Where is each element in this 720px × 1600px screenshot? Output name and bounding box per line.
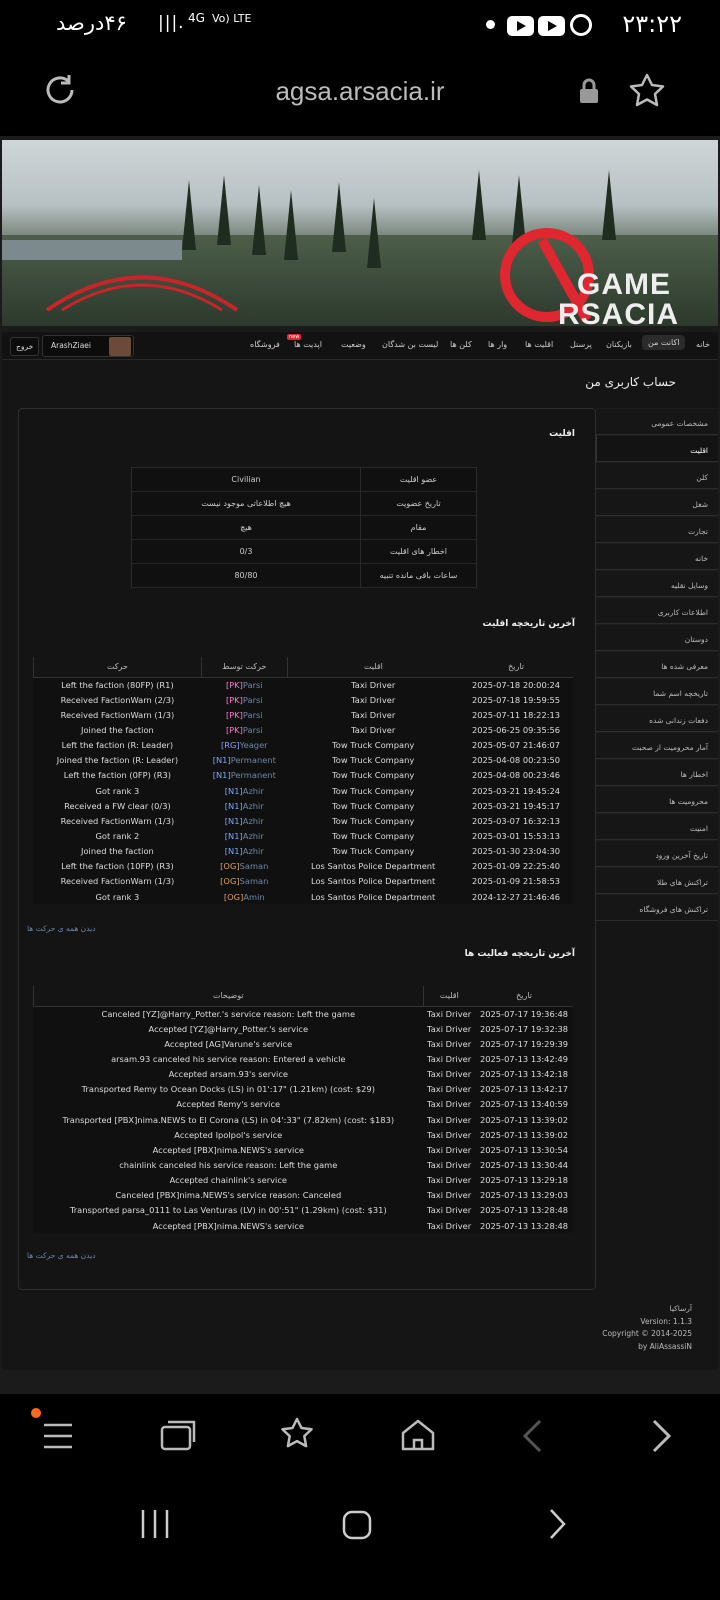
signal-icon: |||. — [158, 13, 185, 33]
nav-updates[interactable]: اپدیت ها — [294, 340, 322, 349]
history-action: Left the faction (0FP) (R3) — [63, 770, 172, 781]
faction-info-row — [132, 540, 477, 564]
browser-toolbar — [0, 1394, 720, 1600]
activity-date: 2025-07-13 13:39:02 — [479, 1129, 569, 1140]
activity-faction: Taxi Driver — [427, 1220, 472, 1231]
table-row — [34, 722, 574, 737]
faction-heading: اقلیت — [549, 429, 575, 439]
activity-description: Canceled [YZ]@Harry_Potter.'s service reason: Left the game — [101, 1008, 356, 1019]
player-name-link[interactable]: Permanent — [230, 770, 276, 781]
faction-info-row — [132, 492, 477, 516]
bookmark-star-icon[interactable] — [628, 72, 666, 110]
history-by — [201, 768, 287, 783]
history-faction: Tow Truck Company — [332, 770, 415, 781]
table-row — [34, 1142, 574, 1157]
history-by — [201, 677, 287, 692]
faction-info-row — [132, 468, 477, 492]
activity-faction: Taxi Driver — [427, 1190, 472, 1201]
activity-date: 2025-07-13 13:40:59 — [479, 1099, 569, 1110]
player-tag: [PK] — [225, 694, 243, 705]
activity-description: Accepted [PBX]nima.NEWS's service — [152, 1144, 304, 1155]
history-action: Joined the faction (R: Leader) — [56, 755, 179, 766]
table-row — [34, 677, 574, 692]
history-faction: Taxi Driver — [351, 694, 396, 705]
recent-apps-icon[interactable] — [140, 1508, 170, 1540]
sidebar-item[interactable]: دفعات زندانی شده — [596, 705, 718, 732]
clock: ۲۳:۲۲ — [622, 10, 682, 38]
activity-description: Transported Remy to Ocean Docks (LS) in 01':17" (1.21km) (cost: $29) — [81, 1084, 375, 1095]
sidebar-item[interactable]: مشخصات عمومی — [596, 408, 718, 435]
activity-date: 2025-07-13 13:39:02 — [479, 1114, 569, 1125]
col-action: حرکت — [34, 657, 202, 677]
activity-faction: Taxi Driver — [427, 1129, 472, 1140]
col-activity-date: تاریخ — [475, 986, 573, 1006]
activity-description: Accepted arsam.93's service — [168, 1069, 289, 1080]
player-name-link[interactable]: Azhir — [242, 815, 264, 826]
player-tag: [RG] — [220, 740, 240, 751]
tree — [217, 175, 231, 245]
table-row — [34, 1051, 574, 1066]
footer-copyright: Copyright © 2014-2025 — [602, 1329, 692, 1338]
player-name-link[interactable]: Parsi — [242, 709, 263, 720]
activity-description: Accepted Remy's service — [176, 1099, 281, 1110]
web-page — [0, 136, 720, 1394]
sidebar-item[interactable]: تاریخ آخرین ورود — [596, 840, 718, 867]
col-description: توضیحات — [34, 986, 424, 1006]
browser-address-bar — [0, 52, 720, 136]
col-by: حرکت توسط — [201, 657, 287, 677]
player-name-link[interactable]: Amin — [243, 891, 265, 902]
activity-date: 2025-07-13 13:29:03 — [479, 1190, 569, 1201]
col-faction: اقلیت — [287, 657, 459, 677]
activity-date: 2025-07-13 13:29:18 — [479, 1175, 569, 1186]
history-faction: Tow Truck Company — [332, 740, 415, 751]
volte-icon: Vo) LTE — [212, 12, 252, 25]
history-faction: Tow Truck Company — [332, 846, 415, 857]
table-row — [34, 692, 574, 707]
activity-description: Accepted Ipolpol's service — [174, 1129, 283, 1140]
activity-date: 2025-07-13 13:42:17 — [479, 1084, 569, 1095]
site-nav — [2, 332, 718, 360]
player-name-link[interactable]: Parsi — [242, 724, 263, 735]
activity-date: 2025-07-13 13:42:49 — [479, 1053, 569, 1064]
tree — [472, 170, 486, 240]
player-tag: [N1] — [212, 770, 231, 781]
history-faction: Tow Truck Company — [332, 800, 415, 811]
faction-info-row — [132, 564, 477, 588]
faction-info-label: تاریخ عضویت — [361, 492, 477, 516]
faction-info-label: عضو اقلیت — [361, 468, 477, 492]
header-banner — [2, 140, 718, 326]
content-area — [2, 360, 718, 1370]
table-row — [34, 1097, 574, 1112]
table-row — [34, 1188, 574, 1203]
home-icon[interactable] — [400, 1418, 436, 1452]
account-sidebar — [596, 408, 718, 921]
nav-staff[interactable]: پرسنل — [570, 340, 592, 349]
activity-description: chainlink canceled his service reason: Left the game — [119, 1159, 338, 1170]
table-row — [34, 1036, 574, 1051]
back-icon[interactable] — [520, 1418, 544, 1454]
tree — [602, 170, 616, 240]
history-date: 2025-07-11 18:22:13 — [471, 709, 561, 720]
table-row — [34, 1112, 574, 1127]
faction-info-value: 0/3 — [132, 540, 361, 564]
activity-description: Canceled [PBX]nima.NEWS's service reason: Canceled — [115, 1190, 342, 1201]
history-action: Joined the faction — [81, 724, 154, 735]
history-faction: Los Santos Police Department — [311, 891, 436, 902]
faction-info-row — [132, 516, 477, 540]
table-row — [34, 1203, 574, 1218]
sidebar-item[interactable]: امنیت — [596, 813, 718, 840]
see-all-faction-history-link[interactable]: دیدن همه ی حرکت ها — [27, 924, 96, 933]
history-date: 2025-07-18 19:59:55 — [471, 694, 561, 705]
url-field[interactable]: agsa.arsacia.ir — [275, 76, 445, 106]
activity-faction: Taxi Driver — [427, 1159, 472, 1170]
faction-info-value: هیچ اطلاعاتی موجود نیست — [132, 492, 361, 516]
activity-date: 2025-07-13 13:28:48 — [479, 1205, 569, 1216]
sidebar-item[interactable]: کلن — [596, 462, 718, 489]
back-button-icon[interactable] — [548, 1508, 566, 1540]
activity-faction: Taxi Driver — [427, 1084, 472, 1095]
history-by — [201, 738, 287, 753]
player-tag: [N1] — [224, 846, 243, 857]
faction-info-label: مقام — [361, 516, 477, 540]
activity-date: 2025-07-13 13:30:44 — [479, 1159, 569, 1170]
player-tag: [N1] — [212, 755, 231, 766]
avatar — [109, 337, 131, 356]
history-by — [201, 844, 287, 859]
tree — [332, 182, 346, 252]
nav-wars[interactable]: وار ها — [488, 340, 508, 349]
notification-dot-icon — [486, 20, 495, 29]
history-action: Received FactionWarn (1/3) — [60, 876, 175, 887]
faction-info-value: 80/80 — [132, 564, 361, 588]
history-by — [201, 798, 287, 813]
forward-icon[interactable] — [650, 1418, 674, 1454]
sidebar-item[interactable]: محرومیت ها — [596, 786, 718, 813]
nav-ban-list[interactable]: لیست بن شدگان — [382, 340, 439, 349]
nav-shop[interactable]: فروشگاه — [250, 340, 280, 349]
sidebar-item[interactable]: وسایل نقلیه — [596, 570, 718, 597]
history-date: 2025-03-21 19:45:24 — [471, 785, 561, 796]
tree — [367, 198, 381, 268]
nav-status[interactable]: وضعیت — [341, 340, 366, 349]
nav-my-account[interactable]: اکانت من — [642, 335, 685, 350]
history-action: Got rank 3 — [95, 785, 140, 796]
history-date: 2025-01-09 22:25:40 — [471, 861, 561, 872]
menu-icon[interactable] — [42, 1422, 74, 1450]
history-date: 2025-04-08 00:23:46 — [471, 770, 561, 781]
sidebar-item[interactable]: معرفی شده ها — [596, 651, 718, 678]
history-action: Received a FW clear (0/3) — [64, 800, 171, 811]
status-bar — [0, 0, 720, 52]
history-by — [201, 707, 287, 722]
sidebar-item[interactable]: تجارت — [596, 516, 718, 543]
activity-description: Transported parsa_0111 to Las Venturas (LV) in 00':51" (1.29km) (cost: $31) — [69, 1205, 387, 1216]
history-by — [201, 692, 287, 707]
history-faction: Taxi Driver — [351, 709, 396, 720]
player-tag: [N1] — [224, 800, 243, 811]
sidebar-item[interactable]: تاریخچه اسم شما — [596, 678, 718, 705]
history-by — [201, 783, 287, 798]
table-row — [34, 813, 574, 828]
tree — [252, 185, 266, 255]
table-row — [34, 1021, 574, 1036]
table-row — [34, 844, 574, 859]
username: ArashZiaei — [51, 341, 91, 350]
player-tag: [PK] — [225, 679, 243, 690]
player-name-link[interactable]: Parsi — [242, 679, 263, 690]
activity-date: 2025-07-13 13:30:54 — [479, 1144, 569, 1155]
player-name-link[interactable]: Azhir — [242, 830, 264, 841]
activity-description: arsam.93 canceled his service reason: Entered a vehicle — [111, 1053, 346, 1064]
faction-info-label: ساعات باقی مانده تنبیه — [361, 564, 477, 588]
col-activity-faction: اقلیت — [423, 986, 475, 1006]
activity-description: Accepted [YZ]@Harry_Potter.'s service — [148, 1023, 309, 1034]
player-name-link[interactable]: Yeager — [239, 740, 268, 751]
history-action: Received FactionWarn (1/3) — [60, 815, 175, 826]
table-row — [34, 738, 574, 753]
table-row — [34, 859, 574, 874]
tree — [182, 180, 196, 250]
activity-description: Transported [PBX]nima.NEWS to El Corona (LS) in 04':33" (7.82km) (cost: $183) — [62, 1114, 395, 1125]
table-row — [34, 753, 574, 768]
activity-faction: Taxi Driver — [427, 1069, 472, 1080]
history-by — [201, 722, 287, 737]
new-badge: new — [289, 334, 300, 340]
player-name-link[interactable]: Permanent — [230, 755, 276, 766]
table-row — [34, 768, 574, 783]
history-date: 2024-12-27 21:46:46 — [471, 891, 561, 902]
sidebar-item[interactable]: اخطار ها — [596, 759, 718, 786]
table-row — [34, 1173, 574, 1188]
faction-info-label: اخطار های اقلیت — [361, 540, 477, 564]
history-by — [201, 828, 287, 843]
youtube-icon — [538, 16, 565, 36]
table-row — [34, 828, 574, 843]
activity-faction: Taxi Driver — [427, 1205, 472, 1216]
player-tag: [OG] — [220, 876, 240, 887]
table-row — [34, 1067, 574, 1082]
footer-brand: آرساکیا — [669, 1304, 692, 1313]
history-date: 2025-03-21 19:45:17 — [471, 800, 561, 811]
nav-factions[interactable]: اقلیت ها — [525, 340, 554, 349]
sidebar-item[interactable]: تراکنش های طلا — [596, 867, 718, 894]
player-tag: [PK] — [225, 709, 243, 720]
logo-text-rsacia: RSACIA — [558, 298, 680, 326]
history-date: 2025-03-01 15:53:13 — [471, 830, 561, 841]
history-action: Left the faction (80FP) (R1) — [61, 679, 174, 690]
tabs-icon[interactable] — [160, 1418, 198, 1452]
table-row — [34, 783, 574, 798]
logo-text-game: GAME — [577, 268, 671, 301]
table-row — [34, 1006, 574, 1021]
faction-info-value: Civilian — [132, 468, 361, 492]
history-action: Left the faction (10FP) (R3) — [61, 861, 174, 872]
activity-faction: Taxi Driver — [427, 1099, 472, 1110]
history-by — [201, 813, 287, 828]
history-date: 2025-01-30 23:04:30 — [471, 846, 561, 857]
activity-faction: Taxi Driver — [427, 1175, 472, 1186]
battery-indicator: ۴۶درصد — [56, 11, 127, 35]
player-name-link[interactable]: Azhir — [242, 846, 264, 857]
sidebar-item[interactable]: اقلیت — [596, 435, 718, 462]
activity-history-table — [33, 986, 573, 1233]
player-tag: [OG] — [220, 861, 240, 872]
faction-info-value: هیچ — [132, 516, 361, 540]
table-row — [34, 1127, 574, 1142]
sidebar-item[interactable]: شغل — [596, 489, 718, 516]
history-faction: Tow Truck Company — [332, 785, 415, 796]
history-action: Left the faction (R: Leader) — [61, 740, 174, 751]
player-tag: [N1] — [224, 830, 243, 841]
sidebar-item[interactable]: تراکنش های فروشگاه — [596, 894, 718, 921]
notification-dot — [31, 1408, 41, 1418]
history-action: Got rank 3 — [95, 891, 140, 902]
table-row — [34, 707, 574, 722]
table-row — [34, 1218, 574, 1233]
sidebar-item[interactable]: آمار محرومیت از صحبت — [596, 732, 718, 759]
nav-home[interactable]: خانه — [696, 340, 710, 349]
player-tag: [OG] — [223, 891, 244, 902]
activity-faction: Taxi Driver — [427, 1144, 472, 1155]
nav-clans[interactable]: کلن ها — [450, 340, 472, 349]
player-name-link[interactable]: Azhir — [242, 800, 264, 811]
table-row — [34, 798, 574, 813]
nav-players[interactable]: بازیکنان — [606, 340, 632, 349]
table-row — [34, 1082, 574, 1097]
red-bridge — [42, 255, 242, 315]
activity-date: 2025-07-17 19:29:39 — [479, 1038, 569, 1049]
history-by — [201, 874, 287, 889]
bookmarks-icon[interactable] — [280, 1416, 318, 1454]
sidebar-item[interactable]: خانه — [596, 543, 718, 570]
sidebar-item[interactable]: دوستان — [596, 624, 718, 651]
user-box[interactable] — [42, 335, 134, 357]
history-action: Received FactionWarn (1/3) — [60, 709, 175, 720]
page-title: حساب کاربری من — [585, 375, 676, 389]
activity-description: Accepted [PBX]nima.NEWS's service — [152, 1220, 304, 1231]
activity-date: 2025-07-17 19:32:38 — [479, 1023, 569, 1034]
history-by — [201, 889, 287, 904]
player-name-link[interactable]: Parsi — [242, 694, 263, 705]
history-action: Received FactionWarn (2/3) — [60, 694, 175, 705]
history-action: Got rank 2 — [95, 830, 140, 841]
history-faction: Los Santos Police Department — [311, 861, 436, 872]
tree — [284, 190, 298, 260]
activity-date: 2025-07-13 13:42:18 — [479, 1069, 569, 1080]
activity-faction: Taxi Driver — [427, 1008, 472, 1019]
history-faction: Tow Truck Company — [332, 830, 415, 841]
player-name-link[interactable]: Azhir — [242, 785, 264, 796]
table-row — [34, 1157, 574, 1172]
activity-description: Accepted chainlink's service — [169, 1175, 287, 1186]
history-date: 2025-03-07 16:32:13 — [471, 815, 561, 826]
history-date: 2025-06-25 09:35:56 — [471, 724, 561, 735]
faction-info-table — [131, 467, 477, 588]
player-tag: [PK] — [225, 724, 243, 735]
sync-icon — [570, 14, 592, 36]
activity-faction: Taxi Driver — [427, 1114, 472, 1125]
history-faction: Tow Truck Company — [332, 755, 415, 766]
home-button-icon[interactable] — [342, 1510, 372, 1540]
footer-author: by AliAssassiN — [638, 1341, 692, 1351]
history-date: 2025-04-08 00:23:50 — [471, 755, 561, 766]
player-tag: [N1] — [224, 815, 243, 826]
lock-icon[interactable] — [578, 78, 600, 104]
history-date: 2025-01-09 21:58:53 — [471, 876, 561, 887]
site-footer — [602, 1303, 692, 1353]
history-faction: Los Santos Police Department — [311, 876, 436, 887]
youtube-icon — [507, 16, 534, 36]
main-panel — [18, 408, 596, 1290]
activity-description: Accepted [AG]Varune's service — [164, 1038, 293, 1049]
player-tag: [N1] — [224, 785, 243, 796]
history-by — [201, 859, 287, 874]
history-faction: Tow Truck Company — [332, 815, 415, 826]
history-date: 2025-07-18 20:00:24 — [471, 679, 561, 690]
activity-date: 2025-07-13 13:28:48 — [479, 1220, 569, 1231]
see-all-activity-link[interactable]: دیدن همه ی حرکت ها — [27, 1251, 96, 1260]
activity-faction: Taxi Driver — [427, 1023, 472, 1034]
activity-faction: Taxi Driver — [427, 1038, 472, 1049]
sidebar-item[interactable]: اطلاعات کاربری — [596, 597, 718, 624]
logout-button[interactable]: خروج — [10, 337, 39, 356]
player-name-link[interactable]: Saman — [239, 876, 269, 887]
history-action: Joined the faction — [81, 846, 154, 857]
faction-history-table — [33, 657, 573, 904]
history-date: 2025-05-07 21:46:07 — [471, 740, 561, 751]
player-name-link[interactable]: Saman — [239, 861, 269, 872]
history-by — [201, 753, 287, 768]
footer-version: Version: 1.1.3 — [640, 1316, 692, 1326]
table-row — [34, 874, 574, 889]
col-date: تاریخ — [459, 657, 573, 677]
activity-faction: Taxi Driver — [427, 1053, 472, 1064]
network-type: 4G — [188, 11, 205, 25]
faction-history-heading: آخرین تاریخچه اقلیت — [482, 619, 575, 629]
activity-history-heading: آخرین تاریخچه فعالیت ها — [464, 949, 575, 959]
history-faction: Taxi Driver — [351, 679, 396, 690]
history-faction: Taxi Driver — [351, 724, 396, 735]
table-row — [34, 889, 574, 904]
activity-date: 2025-07-17 19:36:48 — [479, 1008, 569, 1019]
